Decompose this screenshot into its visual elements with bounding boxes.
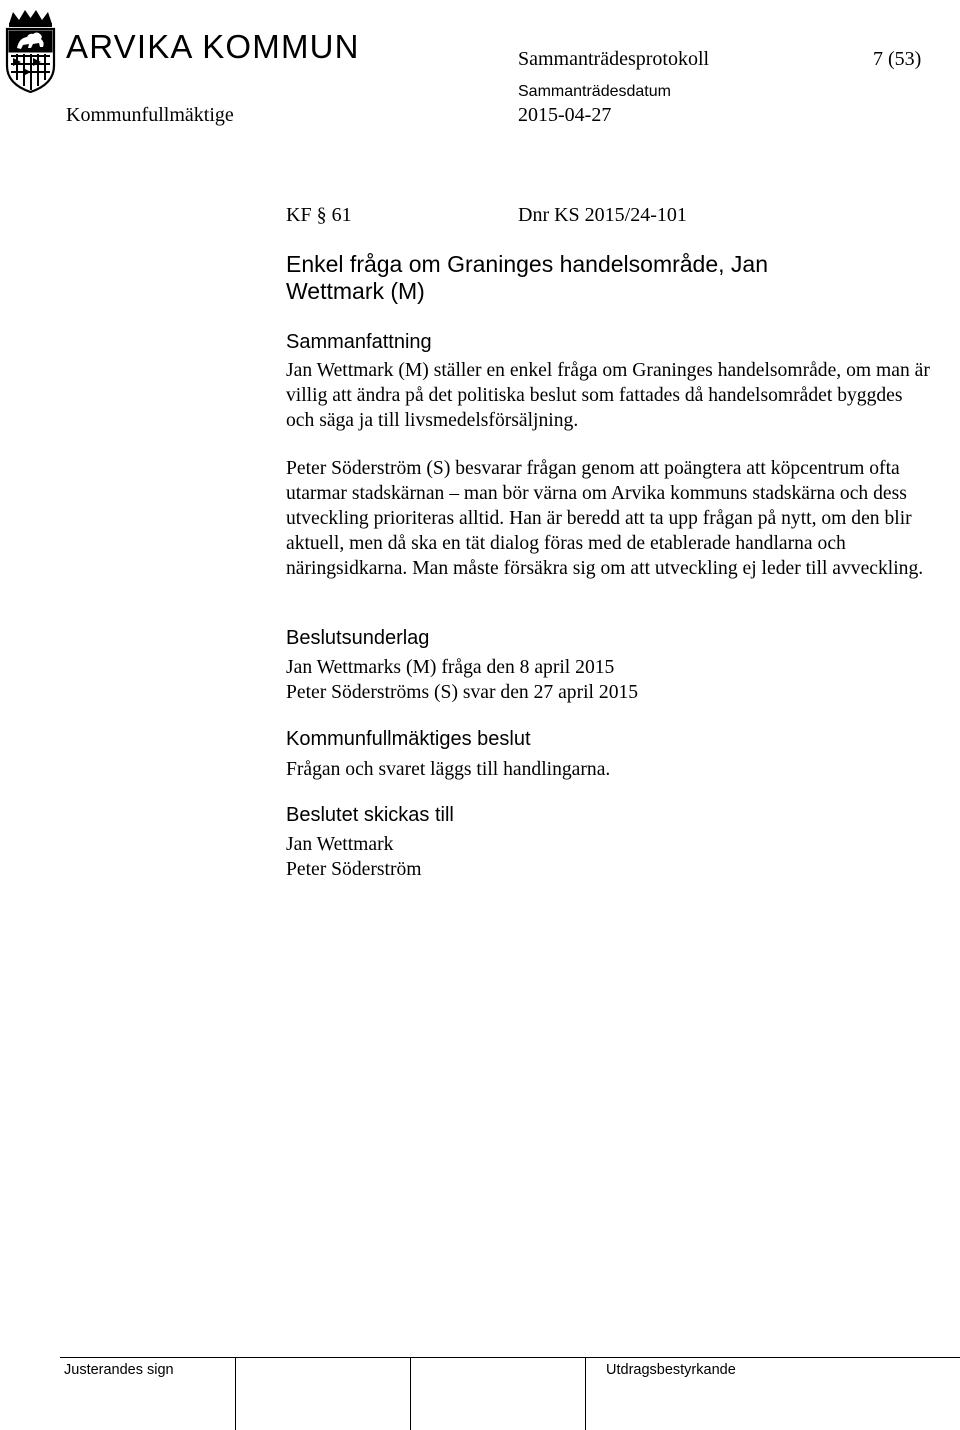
recipient: Jan Wettmark	[286, 834, 394, 855]
logo-text: ARVIKA KOMMUN	[66, 28, 360, 65]
municipal-crest-logo	[3, 8, 58, 94]
footer-sign-box-border	[235, 1357, 236, 1430]
sent-to-heading: Beslutet skickas till	[286, 804, 454, 826]
page-title-line-1: Enkel fråga om Graninges handelsområde, Jan	[286, 251, 769, 277]
utdragsbestyrkande-label: Utdragsbestyrkande	[606, 1362, 736, 1378]
footer-sign-box-border	[410, 1357, 411, 1430]
meeting-date: 2015-04-27	[518, 104, 612, 126]
summary-paragraph-1: Jan Wettmark (M) ställer en enkel fråga om Graninges handelsområde, om man är villig att ändra på det politiska beslut som fattades då handelsområdet byggdes och säga ja till livsmedelsförsäljning.	[286, 360, 930, 431]
decision-text: Frågan och svaret läggs till handlingarna.	[286, 759, 611, 780]
basis-item: Peter Söderströms (S) svar den 27 april 2015	[286, 682, 639, 703]
document-type: Sammanträdesprotokoll	[518, 48, 710, 70]
body-name: Kommunfullmäktige	[66, 104, 234, 126]
paragraph-number: KF § 61	[286, 204, 352, 226]
case-dnr: Dnr KS 2015/24-101	[518, 204, 687, 226]
basis-heading: Beslutsunderlag	[286, 627, 430, 649]
justerandes-sign-label: Justerandes sign	[64, 1362, 174, 1378]
summary-heading: Sammanfattning	[286, 331, 432, 353]
page-indicator: 7 (53)	[873, 48, 922, 70]
basis-list	[286, 655, 932, 705]
page-title-line-2: Wettmark (M)	[286, 278, 425, 304]
footer-sign-box-border	[585, 1357, 586, 1430]
footer-divider	[60, 1357, 960, 1358]
basis-item: Jan Wettmarks (M) fråga den 8 april 2015	[286, 657, 615, 678]
recipient-list	[286, 832, 932, 882]
date-label: Sammanträdesdatum	[518, 83, 671, 100]
recipient: Peter Söderström	[286, 859, 422, 880]
decision-heading: Kommunfullmäktiges beslut	[286, 728, 531, 750]
summary-paragraph-2: Peter Söderström (S) besvarar frågan genom att poängtera att köpcentrum ofta utarmar stadskärnan – man bör värna om Arvika kommuns stadskärna och dess utveckling prioriteras alltid. Han är beredd att ta upp frågan på nytt, om den blir aktuell, men då ska en tät dialog föras med de etablerade handlarna och näringsidkarna. Man måste försäkra sig om att utveckling ej leder till avveckling.	[286, 458, 924, 579]
page-title	[286, 251, 926, 305]
